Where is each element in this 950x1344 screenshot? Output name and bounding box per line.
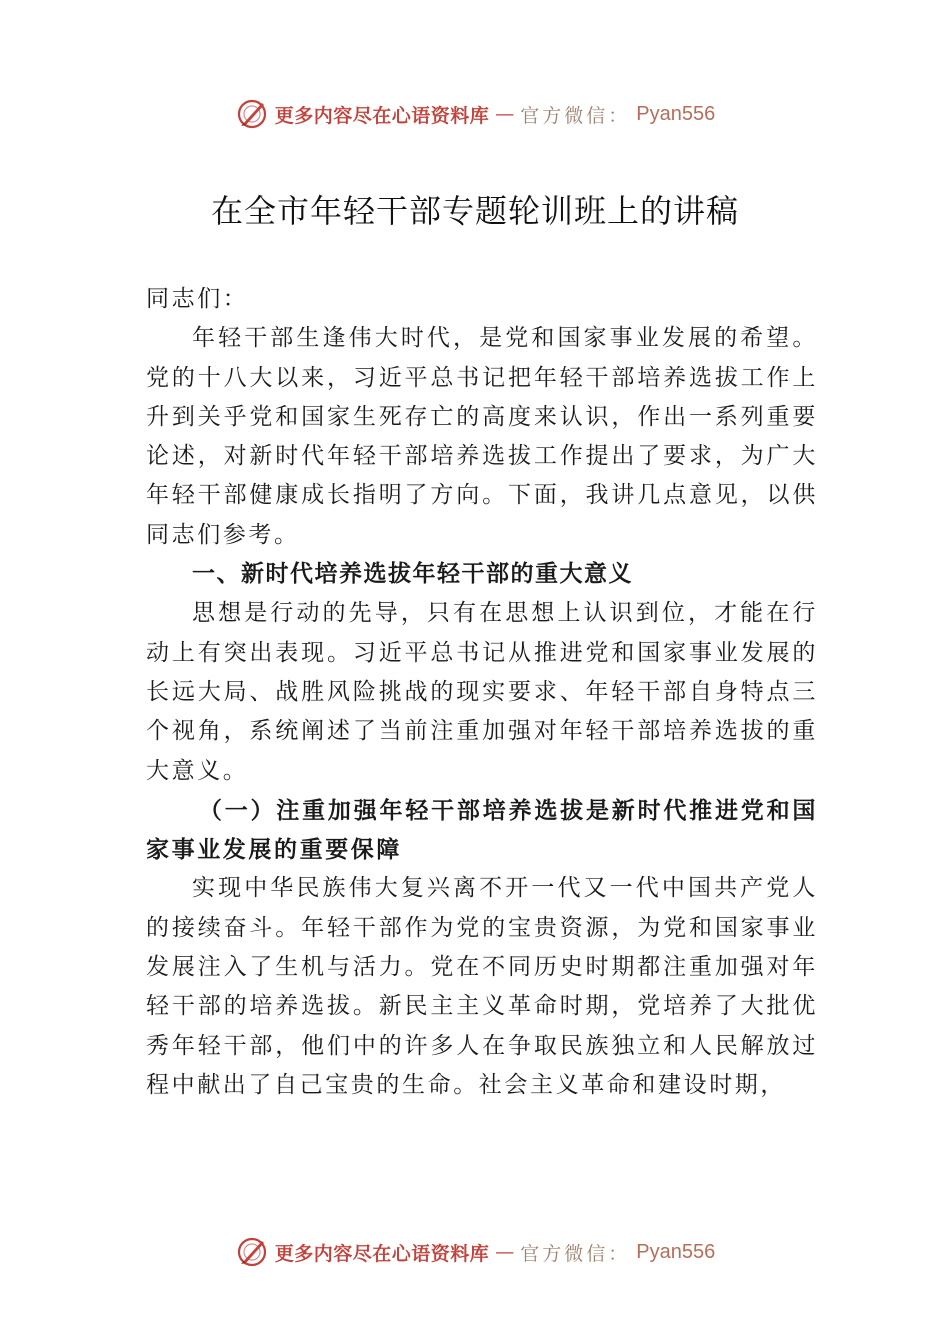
subsection-heading-1-1: （一）注重加强年轻干部培养选拔是新时代推进党和国家事业发展的重要保障 [146, 796, 818, 864]
greeting: 同志们： [146, 286, 249, 312]
header-watermark-banner [0, 92, 950, 136]
paragraph-section-1: 思想是行动的先导，只有在思想上认识到位，才能在行动上有突出表现。习近平总书记从推进党和国家事业发展的长远大局、战胜风险挑战的现实要求、年轻干部自身特点三个视角，系统阐述了当前注重加强对年轻干部培养选拔的重大意义。 [146, 600, 818, 784]
paragraph-intro: 年轻干部生逢伟大时代，是党和国家事业发展的希望。党的十八大以来，习近平总书记把年轻干部培养选拔工作上升到关乎党和国家生死存亡的高度来认识，作出一系列重要论述，对新时代年轻干部培养选拔工作提出了要求，为广大年轻干部健康成长指明了方向。下面，我讲几点意见，以供同志们参考。 [146, 325, 818, 548]
watermark-brand-text: 更多内容尽在心语资料库 [274, 1242, 490, 1265]
brush-logo-icon [235, 1235, 269, 1269]
footer-watermark-banner [0, 1230, 950, 1274]
watermark-dash: — [495, 103, 515, 125]
paragraph-subsection-1-1: 实现中华民族伟大复兴离不开一代又一代中国共产党人的接续奋斗。年轻干部作为党的宝贵资源，为党和国家事业发展注入了生机与活力。党在不同历史时期都注重加强对年轻干部的培养选拔。新民主主义革命时期，党培养了大批优秀年轻干部，他们中的许多人在争取民族独立和人民解放过程中献出了自己宝贵的生命。社会主义革命和建设时期， [146, 875, 818, 1098]
watermark-wechat-label: 官方微信： [520, 104, 631, 127]
document-body [146, 280, 818, 1105]
watermark-dash: — [495, 1241, 515, 1263]
watermark-wechat-id: Pyan556 [636, 102, 716, 125]
document-title: 在全市年轻干部专题轮训班上的讲稿 [210, 192, 739, 230]
section-heading-1: 一、新时代培养选拔年轻干部的重大意义 [192, 561, 633, 588]
watermark-brand-text: 更多内容尽在心语资料库 [274, 104, 490, 127]
watermark-wechat-id: Pyan556 [636, 1240, 716, 1263]
watermark-wechat-label: 官方微信： [520, 1242, 631, 1265]
brush-logo-icon [235, 97, 269, 131]
